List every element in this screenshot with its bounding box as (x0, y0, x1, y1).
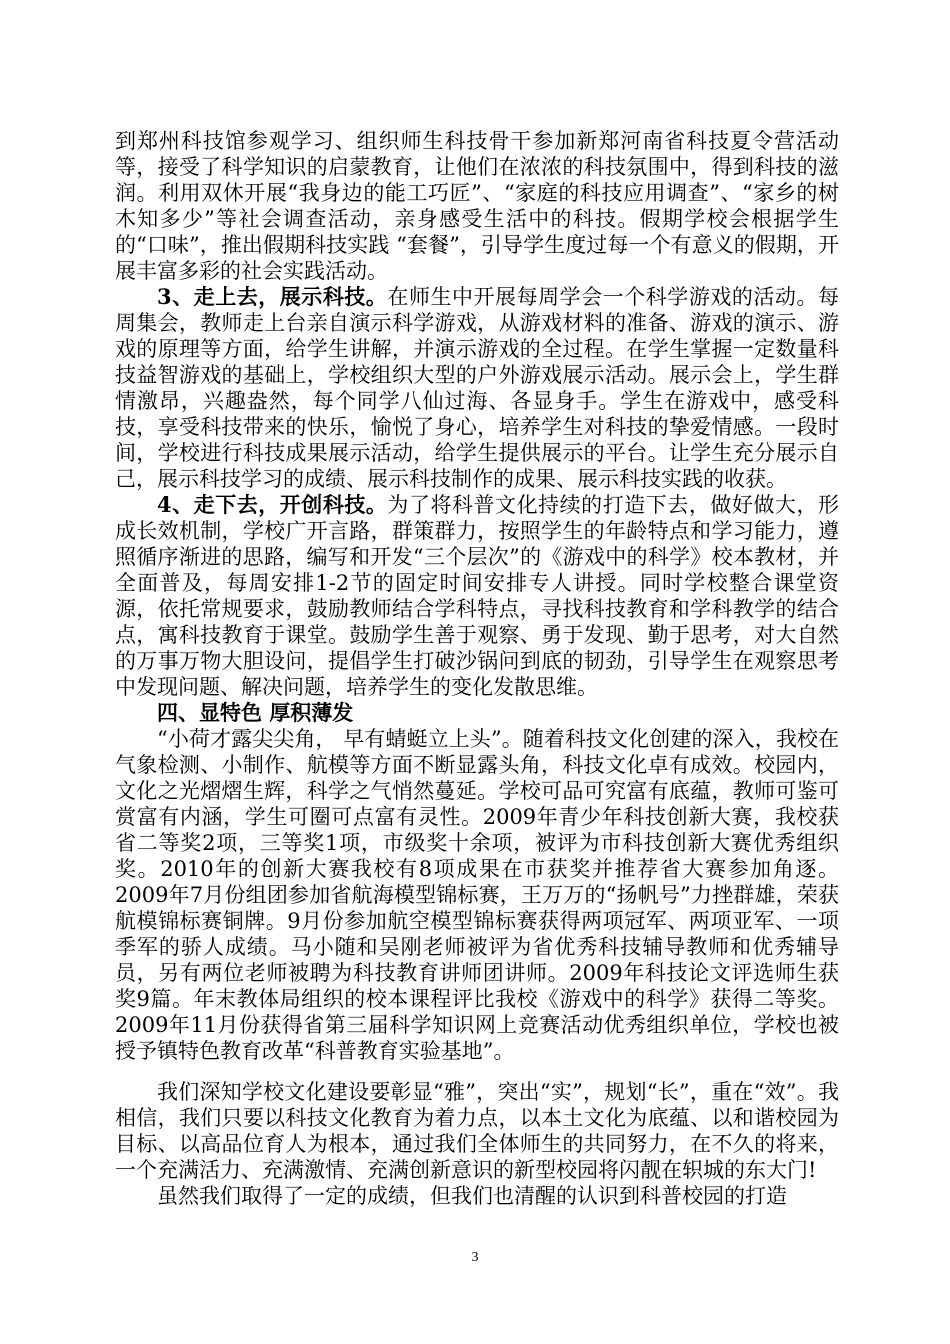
document-body (115, 128, 839, 1209)
closing-paragraph-1: 我们深知学校文化建设要彰显“雅”，突出“实”，规划“长”，重在“效”。我相信，我们只要以科技文化教育为着力点，以本土文化为底蕴、以和谐校园为目标、以高品位育人为根本，通过我们全体师生的共同努力，在不久的将来，一个充满活力、充满激情、充满创新意识的新型校园将闪靓在轵城的东大门! (115, 1080, 839, 1182)
body-paragraph-3 (115, 492, 839, 700)
paragraph-text: 为了将科普文化持续的打造下去，做好做大，形成长效机制，学校广开言路，群策群力，按照学生的年龄特点和学习能力，遵照循序渐进的思路，编写和开发“三个层次”的《游戏中的科学》校本教材，并全面普及，每周安排1-2节的固定时间安排专人讲授。同时学校整合课堂资源，依托常规要求，鼓励教师结合学科特点，寻找科技教育和学科教学的结合点，寓科技教育于课堂。鼓励学生善于观察、勇于发现、勤于思考，对大自然的万事万物大胆设问，提倡学生打破沙锅问到底的韧劲，引导学生在观察思考中发现问题、解决问题，培养学生的变化发散思维。 (115, 493, 839, 699)
section-paragraph-1: “小荷才露尖尖角， 早有蜻蜓立上头”。随着科技文化创建的深入，我校在气象检测、小制作、航模等方面不断显露头角，科技文化卓有成效。校园内，文化之光熠熠生辉，科学之气悄然蔓延。学校可品可究富有底蕴，教师可鉴可赏富有内涵，学生可圈可点富有灵性。2009年青少年科技创新大赛，我校获省二等奖2项，三等奖1项，市级奖十余项，被评为市科技创新大赛优秀组织奖。2010年的创新大赛我校有8项成果在市获奖并推荐省大赛参加角逐。2009年7月份组团参加省航海模型锦标赛，王万万的“扬帆号”力挫群雄，荣获航模锦标赛铜牌。9月份参加航空模型锦标赛获得两项冠军、两项亚军、一项季军的骄人成绩。马小随和吴刚老师被评为省优秀科技辅导教师和优秀辅导员，另有两位老师被聘为科技教育讲师团讲师。2009年科技论文评选师生获奖9篇。年末教体局组织的校本课程评比我校《游戏中的科学》获得二等奖。2009年11月份获得省第三届科学知识网上竞赛活动优秀组织单位，学校也被授予镇特色教育改革“科普教育实验基地”。 (115, 727, 839, 1063)
subheading-show-technology: 3、走上去，展示科技。 (157, 284, 388, 309)
section-heading: 四、显特色 厚积薄发 (157, 700, 354, 725)
subheading-create-technology: 4、走下去，开创科技。 (157, 492, 388, 517)
paragraph-text: 在师生中开展每周学会一个科学游戏的活动。每周集会，教师走上台亲自演示科学游戏，从游戏材料的准备、游戏的演示、游戏的原理等方面，给学生讲解，并演示游戏的全过程。在学生掌握一定数量科技益智游戏的基础上，学校组织大型的户外游戏展示活动。展示会上，学生群情激昂，兴趣盎然，每个同学八仙过海、各显身手。学生在游戏中，感受科技，享受科技带来的快乐，愉悦了身心，培养学生对科技的挚爱情感。一段时间，学校进行科技成果展示活动，给学生提供展示的平台。让学生充分展示自己，展示科技学习的成绩、展示科技制作的成果、展示科技实践的收获。 (115, 285, 839, 491)
body-paragraph-2 (115, 284, 839, 492)
body-paragraph-1 (115, 128, 839, 284)
page-number: 3 (471, 1250, 479, 1265)
closing-paragraph-2: 虽然我们取得了一定的成绩，但我们也清醒的认识到科普校园的打造 (157, 1184, 787, 1208)
paragraph-text: 到郑州科技馆参观学习、组织师生科技骨干参加新郑河南省科技夏令营活动等，接受了科学知识的启蒙教育，让他们在浓浓的科技氛围中，得到科技的滋润。利用双休开展“我身边的能工巧匠”、“家庭的科技应用调查”、“家乡的树木知多少”等社会调查活动，亲身感受生活中的科技。假期学校会根据学生的“口味”，推出假期科技实践 “套餐”，引导学生度过每一个有意义的假期，开展丰富多彩的社会实践活动。 (115, 129, 839, 283)
